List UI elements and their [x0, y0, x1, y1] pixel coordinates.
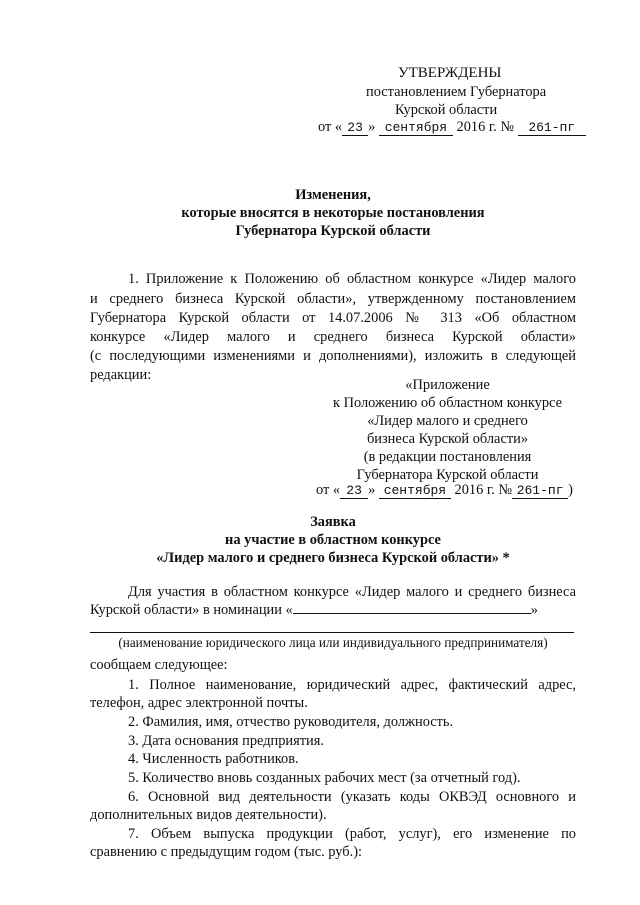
intro-line2-prefix: Курской области» в номинации « — [90, 602, 293, 618]
approval-line2: Курской области — [395, 102, 498, 118]
appendix-line2: к Положению об областном конкурсе — [332, 395, 563, 411]
approval-date-mid: » — [368, 119, 376, 135]
appendix-date-mid: » — [368, 482, 376, 498]
application-subtitle1: на участие в областном конкурсе — [225, 532, 441, 548]
item3: 3. Дата основания предприятия. — [128, 733, 324, 749]
appendix-line6: Губернатора Курской области — [356, 467, 539, 483]
item7-line2: сравнению с предыдущим годом (тыс. руб.): — [90, 844, 363, 860]
approval-date — [318, 118, 586, 136]
item1-line2: телефон, адрес электронной почты. — [90, 695, 308, 711]
approval-day: 23 — [342, 121, 368, 136]
approval-title: УТВЕРЖДЕНЫ — [398, 65, 502, 81]
paragraph1-line5: (с последующими изменениями и дополнениями), изложить в следующей — [90, 348, 576, 364]
intro-line2-suffix: » — [530, 602, 538, 618]
heading-line1: Изменения, — [295, 187, 371, 203]
appendix-date-suffix: ) — [568, 482, 573, 498]
item6-line2: дополнительных видов деятельности). — [90, 807, 327, 823]
appendix-line5: (в редакции постановления — [363, 449, 532, 465]
appendix-line4: бизнеса Курской области» — [366, 431, 529, 447]
paragraph1-line4: конкурсе «Лидер малого и среднего бизнеса Курской области» — [90, 329, 576, 345]
application-subtitle2: «Лидер малого и среднего бизнеса Курской области» * — [156, 550, 510, 566]
item2: 2. Фамилия, имя, отчество руководителя, должность. — [128, 714, 454, 730]
appendix-month: сентября — [379, 484, 451, 499]
paragraph1-line2: и среднего бизнеса Курской области», утвержденному постановлением — [90, 291, 576, 307]
appendix-line1: «Приложение — [405, 377, 490, 393]
appendix-year: 2016 г. № — [454, 482, 513, 498]
heading-line2: которые вносятся в некоторые постановления — [181, 205, 485, 221]
organization-name-line — [90, 632, 574, 633]
appendix-number: 261-пг — [512, 484, 568, 499]
item5: 5. Количество вновь созданных рабочих мест (за отчетный год). — [128, 770, 521, 786]
intro-line2 — [90, 601, 538, 619]
paragraph1-line3: Губернатора Курской области от 14.07.2006 № 313 «Об областном — [90, 310, 576, 326]
approval-year: 2016 г. № — [456, 119, 515, 135]
approval-month: сентября — [379, 121, 453, 136]
paragraph1-line1: 1. Приложение к Положению об областном конкурсе «Лидер малого — [128, 271, 576, 287]
approval-line1: постановлением Губернатора — [366, 84, 547, 100]
nomination-blank — [293, 601, 531, 614]
approval-date-prefix: от « — [318, 119, 343, 135]
heading-line3: Губернатора Курской области — [235, 223, 431, 239]
appendix-day: 23 — [340, 484, 368, 499]
appendix-line3: «Лидер малого и среднего — [367, 413, 528, 429]
appendix-date — [316, 481, 573, 499]
item4: 4. Численность работников. — [128, 751, 299, 767]
application-title: Заявка — [310, 514, 356, 530]
intro-line1: Для участия в областном конкурсе «Лидер малого и среднего бизнеса — [128, 584, 576, 600]
paragraph1-line6: редакции: — [90, 367, 152, 383]
blank-caption: (наименование юридического лица или индивидуального предпринимателя) — [118, 635, 548, 650]
item1-line1: 1. Полное наименование, юридический адрес, фактический адрес, — [128, 677, 576, 693]
item7-line1: 7. Объем выпуска продукции (работ, услуг), его изменение по — [128, 826, 576, 842]
appendix-date-prefix: от « — [316, 482, 341, 498]
approval-number: 261-пг — [518, 121, 586, 136]
report-intro: сообщаем следующее: — [90, 657, 228, 673]
item6-line1: 6. Основной вид деятельности (указать коды ОКВЭД основного и — [128, 789, 576, 805]
